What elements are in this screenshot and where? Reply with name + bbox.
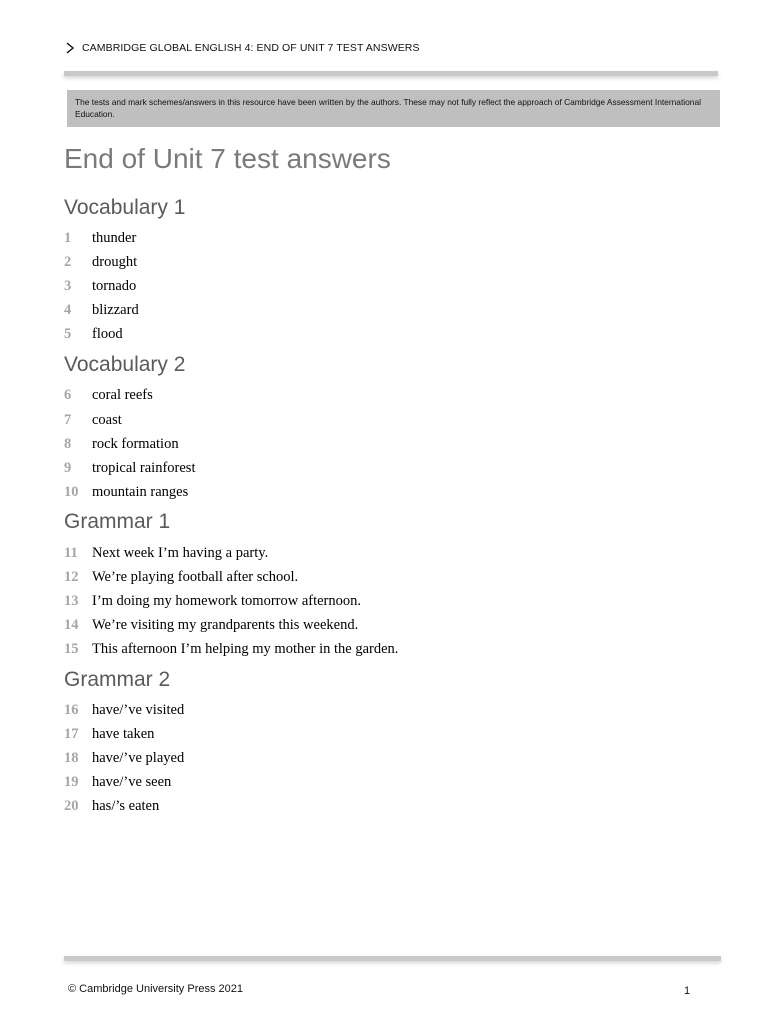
answer-number: 9 — [64, 460, 72, 476]
section-heading-vocabulary-2: Vocabulary 2 — [64, 353, 186, 376]
running-header — [64, 41, 420, 55]
answer-text: have taken — [92, 726, 155, 742]
answer-text: have/’ve visited — [92, 702, 185, 718]
answer-number: 17 — [64, 726, 79, 742]
answer-text: We’re visiting my grandparents this weekend. — [92, 617, 359, 633]
chevron-right-icon — [64, 41, 78, 55]
answer-text: have/’ve played — [92, 750, 185, 766]
answer-number: 20 — [64, 798, 79, 814]
answer-number: 15 — [64, 641, 79, 657]
answer-text: flood — [92, 326, 123, 342]
answer-number: 16 — [64, 702, 79, 718]
answer-text: tropical rainforest — [92, 460, 196, 476]
answer-number: 7 — [64, 412, 72, 428]
section-heading-grammar-2: Grammar 2 — [64, 668, 171, 691]
answer-number: 1 — [64, 230, 72, 246]
answer-text: drought — [92, 254, 138, 270]
answer-text: thunder — [92, 230, 137, 246]
answer-number: 11 — [64, 545, 78, 561]
answer-number: 6 — [64, 387, 72, 403]
answer-text: I’m doing my homework tomorrow afternoon. — [92, 593, 362, 609]
answer-number: 13 — [64, 593, 79, 609]
answer-text: mountain ranges — [92, 484, 189, 500]
answer-text: tornado — [92, 278, 137, 294]
answer-number: 2 — [64, 254, 72, 270]
answer-text: has/’s eaten — [92, 798, 160, 814]
authorship-notice — [67, 90, 720, 127]
answer-text: coral reefs — [92, 387, 153, 403]
answer-text: coast — [92, 412, 122, 428]
answer-text: Next week I’m having a party. — [92, 545, 269, 561]
answer-text: rock formation — [92, 436, 179, 452]
page-number: 1 — [684, 985, 691, 997]
header-title: CAMBRIDGE GLOBAL ENGLISH 4: END OF UNIT 7 TEST ANSWERS — [82, 42, 420, 54]
answer-number: 18 — [64, 750, 79, 766]
answer-text: blizzard — [92, 302, 139, 318]
answer-number: 14 — [64, 617, 79, 633]
answer-number: 8 — [64, 436, 72, 452]
answer-number: 3 — [64, 278, 72, 294]
section-heading-grammar-1: Grammar 1 — [64, 510, 171, 533]
answer-number: 19 — [64, 774, 79, 790]
section-heading-vocabulary-1: Vocabulary 1 — [64, 196, 186, 219]
answer-number: 5 — [64, 326, 72, 342]
page-title: End of Unit 7 test answers — [64, 143, 391, 174]
answer-number: 12 — [64, 569, 79, 585]
answer-text: We’re playing football after school. — [92, 569, 299, 585]
header-divider — [64, 71, 718, 76]
notice-text: The tests and mark schemes/answers in this resource have been written by the authors. These may not fully reflect the approach of Cambridge Assessment International Education. — [75, 97, 701, 119]
copyright-notice: © Cambridge University Press 2021 — [68, 983, 244, 995]
answer-number: 4 — [64, 302, 72, 318]
footer-divider — [64, 956, 721, 961]
answer-number: 10 — [64, 484, 79, 500]
answer-text: This afternoon I’m helping my mother in the garden. — [92, 641, 399, 657]
answer-text: have/’ve seen — [92, 774, 172, 790]
